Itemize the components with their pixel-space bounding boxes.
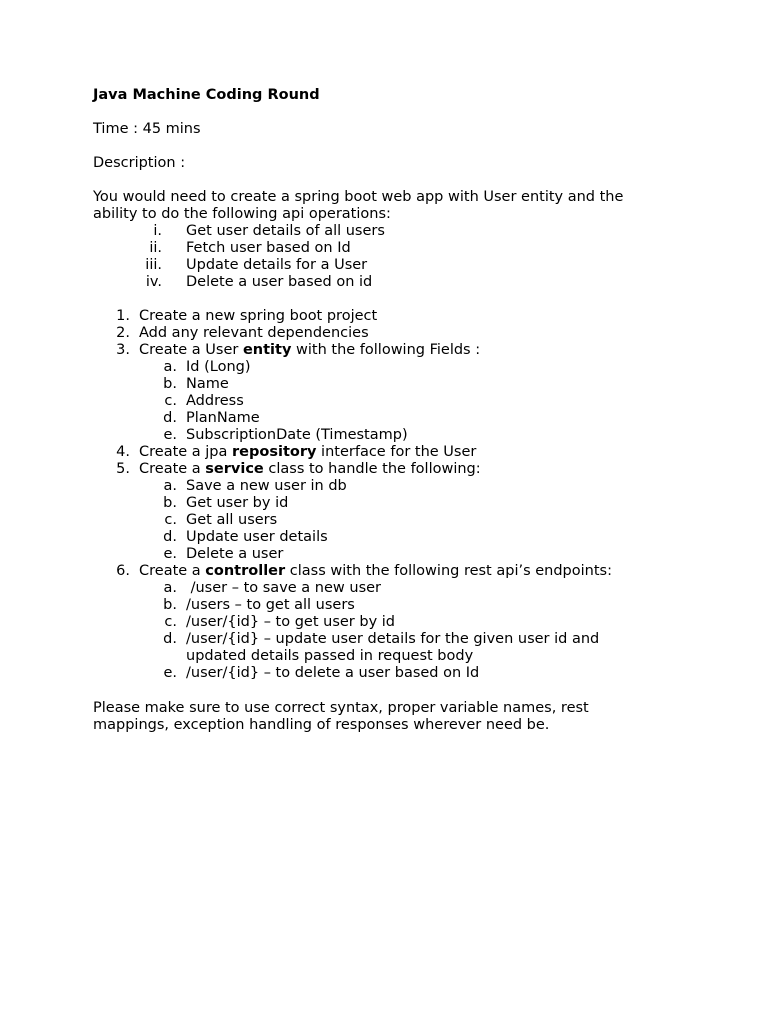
step-number: 5.: [116, 461, 130, 477]
closing-line-2: mappings, exception handling of responses wherever need be.: [93, 717, 550, 733]
document-title: Java Machine Coding Round: [93, 87, 320, 103]
list-marker: b.: [163, 597, 177, 613]
list-item-text: Address: [186, 393, 244, 409]
step-text: Add any relevant dependencies: [139, 325, 369, 341]
intro-line-1: You would need to create a spring boot web app with User entity and the: [93, 189, 624, 205]
list-item-text: /user – to save a new user: [186, 580, 382, 596]
list-marker: e.: [163, 546, 177, 562]
step-text: [139, 444, 476, 461]
list-marker: d.: [163, 631, 177, 647]
list-item-text: Fetch user based on Id: [186, 240, 351, 256]
step-text-post: interface for the User: [316, 444, 477, 460]
step-text-post: with the following Fields :: [291, 342, 481, 358]
closing-line-1: Please make sure to use correct syntax, proper variable names, rest: [93, 700, 589, 716]
step-keyword: service: [205, 461, 264, 477]
list-item-text: Update details for a User: [186, 257, 368, 273]
list-item-text: Delete a user: [186, 546, 284, 562]
list-marker: a.: [163, 359, 177, 375]
list-marker: c.: [164, 512, 177, 528]
step-keyword: entity: [242, 342, 292, 358]
list-item-text: Update user details: [186, 529, 328, 545]
list-marker: a.: [163, 478, 177, 494]
step-text-post: class with the following rest api’s endpoints:: [285, 563, 612, 579]
list-item-text: Get user details of all users: [186, 223, 385, 239]
step-number: 4.: [116, 444, 130, 460]
list-marker: e.: [163, 427, 177, 443]
list-item-text: /user/{id} – to delete a user based on Id: [186, 665, 480, 681]
list-item-text: Save a new user in db: [186, 478, 347, 494]
description-label: Description :: [93, 155, 186, 171]
step-text: [139, 563, 612, 580]
list-marker: c.: [164, 614, 177, 630]
step-text: [139, 461, 481, 478]
step-number: 6.: [116, 563, 130, 579]
list-item-text: Delete a user based on id: [186, 274, 373, 290]
list-marker: d.: [163, 529, 177, 545]
list-marker: iv.: [145, 274, 162, 290]
list-marker: d.: [163, 410, 177, 426]
list-item-text: PlanName: [186, 410, 260, 426]
step-text-post: class to handle the following:: [263, 461, 481, 477]
list-item-text: Get all users: [186, 512, 278, 528]
list-item-text: Get user by id: [186, 495, 289, 511]
step-keyword: controller: [205, 563, 286, 579]
step-text-pre: Create a jpa: [139, 444, 233, 460]
list-item-text: /user/{id} – update user details for the given user id and: [186, 631, 600, 647]
list-marker: a.: [163, 580, 177, 596]
step-text: Create a new spring boot project: [139, 308, 378, 324]
list-marker: e.: [163, 665, 177, 681]
list-marker: i.: [153, 223, 162, 239]
list-item-text: /user/{id} – to get user by id: [186, 614, 395, 630]
list-item-text: /users – to get all users: [186, 597, 355, 613]
step-number: 2.: [116, 325, 130, 341]
step-text-pre: Create a: [139, 461, 206, 477]
time-line: Time : 45 mins: [93, 121, 201, 137]
list-item-text: SubscriptionDate (Timestamp): [186, 427, 408, 443]
step-text-pre: Create a User: [139, 342, 243, 358]
list-item-text: updated details passed in request body: [186, 648, 474, 664]
list-marker: ii.: [149, 240, 162, 256]
step-number: 1.: [116, 308, 130, 324]
list-marker: b.: [163, 495, 177, 511]
list-marker: b.: [163, 376, 177, 392]
step-keyword: repository: [232, 444, 317, 460]
step-number: 3.: [116, 342, 130, 358]
intro-line-2: ability to do the following api operations:: [93, 206, 391, 222]
list-item-text: Id (Long): [186, 359, 251, 375]
list-marker: iii.: [145, 257, 162, 273]
step-text: [139, 342, 480, 359]
list-marker: c.: [164, 393, 177, 409]
list-item-text: Name: [186, 376, 229, 392]
step-text-pre: Create a: [139, 563, 206, 579]
